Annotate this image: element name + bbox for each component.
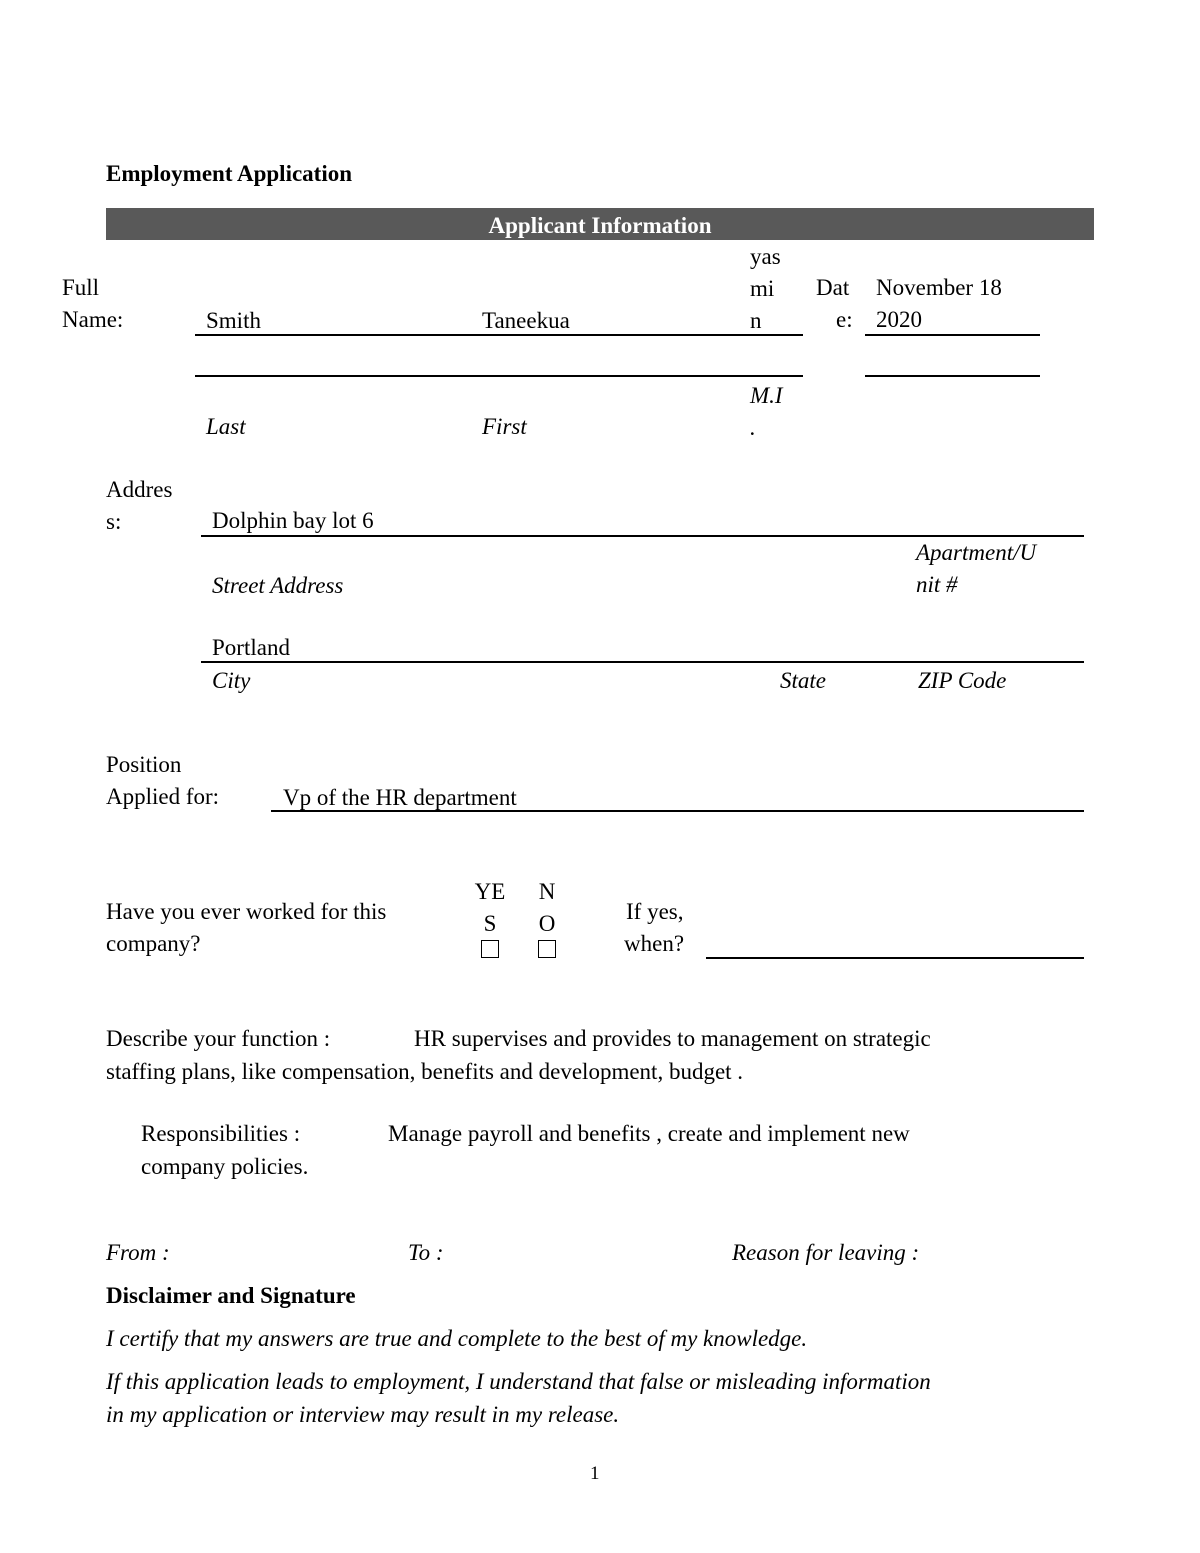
- last-caption: Last: [206, 414, 246, 439]
- date-underline-2: [865, 375, 1040, 377]
- city-field[interactable]: Portland: [212, 635, 290, 660]
- from-label: From :: [106, 1240, 170, 1265]
- disclaimer-line1: I certify that my answers are true and complete to the best of my knowledge.: [106, 1326, 808, 1351]
- disclaimer-line2b: in my application or interview may result in my release.: [106, 1402, 620, 1427]
- full-name-label: Full Name:: [62, 275, 124, 332]
- last-name-field[interactable]: Smith: [206, 308, 261, 333]
- worked-before-question: Have you ever worked for this company?: [106, 899, 387, 956]
- disclaimer-line2a: If this application leads to employment, I understand that false or misleading information: [106, 1369, 931, 1394]
- reason-for-leaving-label: Reason for leaving :: [732, 1240, 920, 1265]
- middle-initial-field[interactable]: yas mi n: [750, 244, 781, 333]
- no-label: N O: [538, 879, 556, 936]
- address-label: Addres s:: [106, 477, 173, 534]
- date-underline: [865, 334, 1040, 336]
- apartment-caption: Apartment/U nit #: [916, 540, 1037, 597]
- no-checkbox[interactable]: [538, 940, 556, 958]
- zip-caption: ZIP Code: [918, 668, 1007, 693]
- section-header-applicant-information: Applicant Information: [106, 208, 1094, 240]
- yes-checkbox[interactable]: [481, 940, 499, 958]
- name-underline-2: [195, 375, 803, 377]
- if-yes-when-label: If yes, when?: [624, 899, 685, 956]
- state-caption: State: [780, 668, 826, 693]
- yes-label: YE S: [474, 879, 506, 936]
- position-field[interactable]: Vp of the HR department: [283, 785, 517, 810]
- name-underline: [195, 334, 803, 336]
- position-underline: [271, 810, 1084, 812]
- street-address-caption: Street Address: [212, 573, 344, 598]
- date-label: Dat e:: [816, 275, 853, 332]
- responsibilities-value-line2: company policies.: [141, 1154, 309, 1179]
- city-underline: [201, 661, 1084, 663]
- street-address-field[interactable]: Dolphin bay lot 6: [212, 508, 374, 533]
- to-label: To :: [408, 1240, 444, 1265]
- first-caption: First: [482, 414, 527, 439]
- page-number: 1: [590, 1463, 600, 1484]
- page-title: Employment Application: [106, 161, 353, 186]
- date-field[interactable]: November 18 2020: [876, 275, 1002, 332]
- city-caption: City: [212, 668, 251, 693]
- function-value-line1: HR supervises and provides to management on strategic: [414, 1026, 931, 1051]
- mi-caption: M.I .: [750, 383, 783, 440]
- responsibilities-value-line1: Manage payroll and benefits , create and implement new: [388, 1121, 910, 1146]
- function-value-line2: staffing plans, like compensation, benefits and development, budget .: [106, 1059, 744, 1084]
- position-label: Position Applied for:: [106, 752, 220, 809]
- if-yes-when-field[interactable]: [706, 957, 1084, 959]
- function-label: Describe your function :: [106, 1026, 331, 1051]
- disclaimer-heading: Disclaimer and Signature: [106, 1283, 356, 1308]
- responsibilities-label: Responsibilities :: [141, 1121, 301, 1146]
- first-name-field[interactable]: Taneekua: [482, 308, 570, 333]
